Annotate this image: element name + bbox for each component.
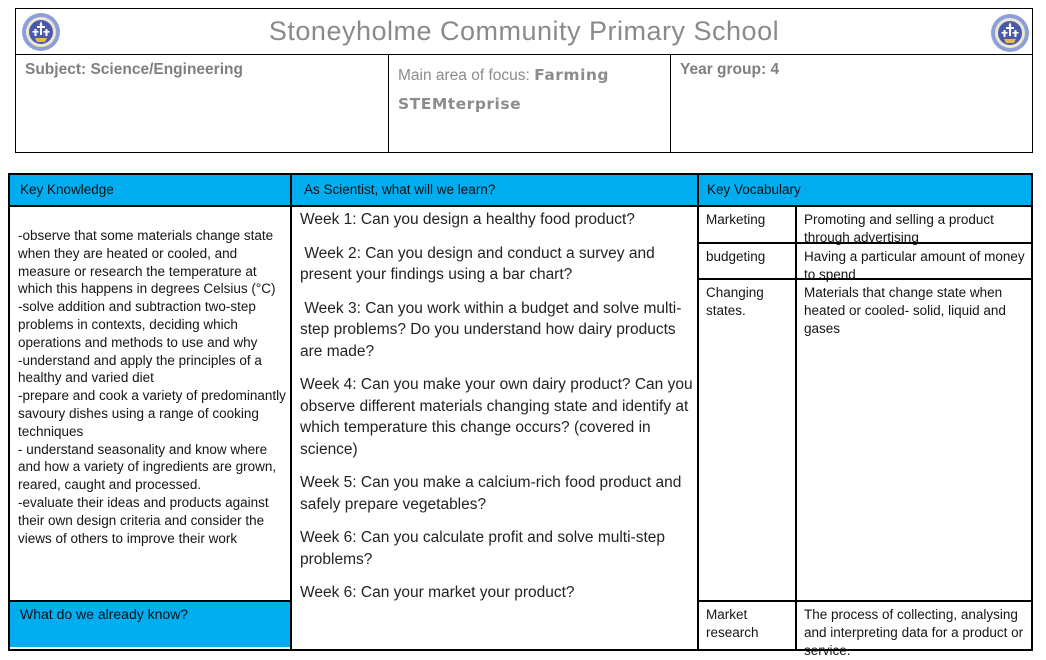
vocab-row-divider [697,600,1031,602]
school-logo-icon [990,13,1030,53]
column-divider [290,175,292,649]
year-group-value: 4 [770,61,780,78]
focus-value-line1: Farming [534,66,610,84]
subject-cell [16,55,389,153]
header-divider [10,205,1031,207]
week-question: Week 2: Can you design and conduct a survey and present your findings using a bar chart? [300,244,660,283]
vocab-term: Marketing [706,212,766,227]
vocab-definition: Materials that change state when heated or cooled- solid, liquid and gases [804,285,1006,336]
key-knowledge-item: -evaluate their ideas and products against their own design criteria and consider the views of others to improve their work [18,494,269,546]
vocab-definition: Having a particular amount of money to spend [804,249,1025,282]
key-knowledge-item: -prepare and cook a variety of predominantly savoury dishes using a range of cooking techniques [18,388,286,439]
learning-header: As Scientist, what will we learn? [304,182,496,197]
key-knowledge-item: -observe that some materials change state when they are heated or cooled, and measure or research the temperature at which this happens in degrees Celsius (°C) [18,228,276,297]
already-know-label: What do we already know? [20,606,189,622]
vocab-definition: Promoting and selling a product through advertising [804,212,994,245]
year-group-label: Year group: [680,61,767,78]
vocabulary-header: Key Vocabulary [707,182,801,197]
subject-label: Subject: [25,61,87,78]
vocab-term: budgeting [706,249,766,264]
curriculum-table [8,173,1033,658]
week-question: Week 1: Can you design a healthy food product? [300,211,635,228]
table-header-band [10,175,1031,205]
week-question: Week 4: Can you make your own dairy product? Can you observe different materials changing state and identify at which temperature this change occurs? (covered in science) [300,376,697,458]
vocab-term-divider [795,205,797,649]
subject-value: Science/Engineering [90,61,243,78]
vocab-term: Changing states. [706,285,764,318]
year-group-cell [671,55,1032,153]
key-knowledge-item: - understand seasonality and know where and how a variety of ingredients are grown, reared, caught and processed. [18,441,277,493]
week-question: Week 6: Can your market your product? [300,584,575,601]
vocab-definition: The process of collecting, analysing and interpreting data for a product or service. [804,607,1024,658]
key-knowledge-item: -understand and apply the principles of a healthy and varied diet [18,352,262,386]
already-know-cell [10,600,290,647]
key-knowledge-header: Key Knowledge [20,182,114,197]
focus-value-line2: STEMterprise [398,95,522,113]
focus-cell [389,55,671,153]
vocab-term: Market research [706,607,759,640]
weekly-questions [300,209,700,616]
focus-label: Main area of focus: [398,67,530,84]
week-question: Week 3: Can you work within a budget and solve multi-step problems? Do you understand how dairy products are made? [300,299,682,360]
week-question: Week 6: Can you calculate profit and solve multi-step problems? [300,529,670,568]
week-question: Week 5: Can you make a calcium-rich food product and safely prepare vegetables? [300,474,686,513]
page-title: Stoneyholme Community Primary School [268,16,780,46]
key-knowledge-item: -solve addition and subtraction two-step problems in contexts, deciding which operations and methods to use and why [18,299,258,350]
key-knowledge-list [18,227,288,547]
already-know-divider [10,600,290,602]
title-row [16,9,1032,55]
document-header-box [15,8,1033,153]
meta-row [16,55,1032,153]
